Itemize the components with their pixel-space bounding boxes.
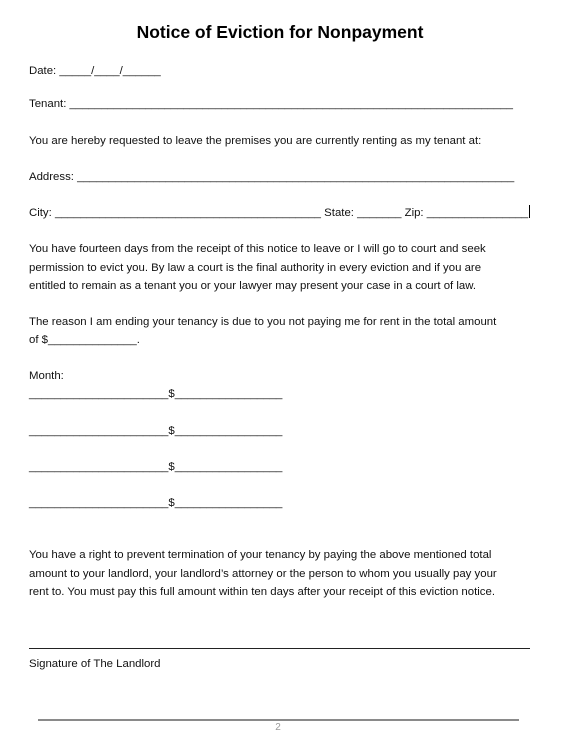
city-state-zip-text: City: __________________________________________ State: _______ Zip: ________________ <box>29 207 529 219</box>
month-amount-row[interactable]: ______________________$_________________ <box>29 425 283 437</box>
reason-paragraph-line: The reason I am ending your tenancy is due to you not paying me for rent in the total amount <box>29 316 497 328</box>
city-state-zip-field[interactable] <box>29 204 530 223</box>
notice-paragraph-line: You have fourteen days from the receipt of this notice to leave or I will go to court and seek <box>29 243 486 255</box>
notice-paragraph-line: permission to evict you. By law a court is the final authority in every eviction and if you are <box>29 262 482 274</box>
intro-text: You are hereby requested to leave the premises you are currently renting as my tenant at: <box>29 135 482 147</box>
signature-label: Signature of The Landlord <box>29 658 161 670</box>
rights-paragraph-line: You have a right to prevent termination of your tenancy by paying the above mentioned total <box>29 549 492 561</box>
month-amount-row[interactable]: ______________________$_________________ <box>29 461 283 473</box>
tenant-field[interactable]: Tenant: ______________________________________________________________________ <box>29 98 513 110</box>
footer-divider <box>38 719 519 721</box>
month-amount-row[interactable]: ______________________$_________________ <box>29 497 283 509</box>
page-number: 2 <box>275 722 281 733</box>
page-title: Notice of Eviction for Nonpayment <box>136 22 424 42</box>
notice-paragraph-line: entitled to remain as a tenant you or your lawyer may present your case in a court of law. <box>29 280 476 292</box>
total-amount-field[interactable]: of $______________. <box>29 334 140 346</box>
rights-paragraph-line: rent to. You must pay this full amount within ten days after your receipt of this eviction notice. <box>29 586 495 598</box>
text-cursor <box>529 205 530 218</box>
rights-paragraph-line: amount to your landlord, your landlord’s attorney or the person to whom you usually pay your <box>29 568 497 580</box>
address-field[interactable]: Address: _____________________________________________________________________ <box>29 171 515 183</box>
month-label: Month: <box>29 370 64 382</box>
month-amount-row[interactable]: ______________________$_________________ <box>29 388 283 400</box>
date-field[interactable]: Date: _____/____/______ <box>29 65 161 77</box>
signature-line[interactable] <box>29 648 530 649</box>
